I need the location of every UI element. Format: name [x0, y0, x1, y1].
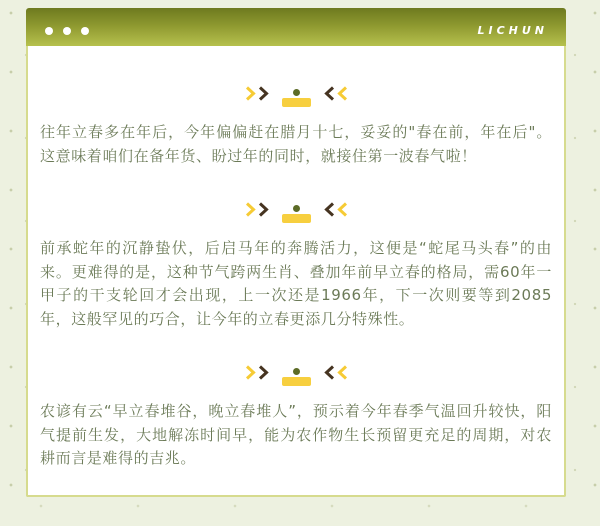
seal-icon: [282, 89, 311, 107]
window-dot-icon: [63, 27, 71, 35]
chevron-left-yellow-icon: [337, 202, 348, 217]
article-section-2: [40, 200, 552, 331]
chevron-left-yellow-icon: [337, 86, 348, 101]
chevron-right-yellow-icon: [245, 86, 256, 101]
article-section-3: [40, 363, 552, 471]
brand-label: LICHUN: [477, 24, 548, 37]
seal-rect-icon: [282, 98, 311, 107]
chevron-right-yellow-icon: [245, 202, 256, 217]
article-paragraph: 前承蛇年的沉静蛰伏，后启马年的奔腾活力，这便是“蛇尾马头春”的由来。更难得的是，这种节气跨两生肖、叠加年前早立春的格局，需60年一甲子的干支轮回才会出现，上一次还是1966年，下一次则要等到2085年，这般罕见的巧合，让今年的立春更添几分特殊性。: [40, 239, 552, 328]
chevron-right-brown-icon: [258, 202, 269, 217]
chevron-left-brown-icon: [324, 202, 335, 217]
seal-dot-icon: [293, 89, 300, 96]
seal-dot-icon: [293, 205, 300, 212]
seal-icon: [282, 205, 311, 223]
section-divider: [40, 363, 552, 387]
seal-rect-icon: [282, 214, 311, 223]
seal-dot-icon: [293, 368, 300, 375]
seal-icon: [282, 368, 311, 386]
chevron-right-yellow-icon: [245, 365, 256, 380]
section-divider: [40, 84, 552, 108]
chevron-left-brown-icon: [324, 365, 335, 380]
article-card: [26, 46, 566, 497]
chevron-left-yellow-icon: [337, 365, 348, 380]
chevron-left-brown-icon: [324, 86, 335, 101]
chevron-right-brown-icon: [258, 86, 269, 101]
window-dot-icon: [81, 27, 89, 35]
seal-rect-icon: [282, 377, 311, 386]
article-section-1: [40, 84, 552, 168]
window-dot-icon: [45, 27, 53, 35]
article-paragraph: 农谚有云“早立春堆谷，晚立春堆人”，预示着今年春季气温回升较快，阳气提前生发，大地解冻时间早，能为农作物生长预留更充足的周期，对农耕而言是难得的吉兆。: [40, 402, 552, 467]
section-divider: [40, 200, 552, 224]
title-bar: [26, 8, 566, 46]
chevron-right-brown-icon: [258, 365, 269, 380]
window-dots: [45, 27, 89, 35]
article-paragraph: 往年立春多在年后，今年偏偏赶在腊月十七，妥妥的"春在前，年在后"。这意味着咱们在备年货、盼过年的同时，就接住第一波春气啦！: [40, 123, 552, 165]
